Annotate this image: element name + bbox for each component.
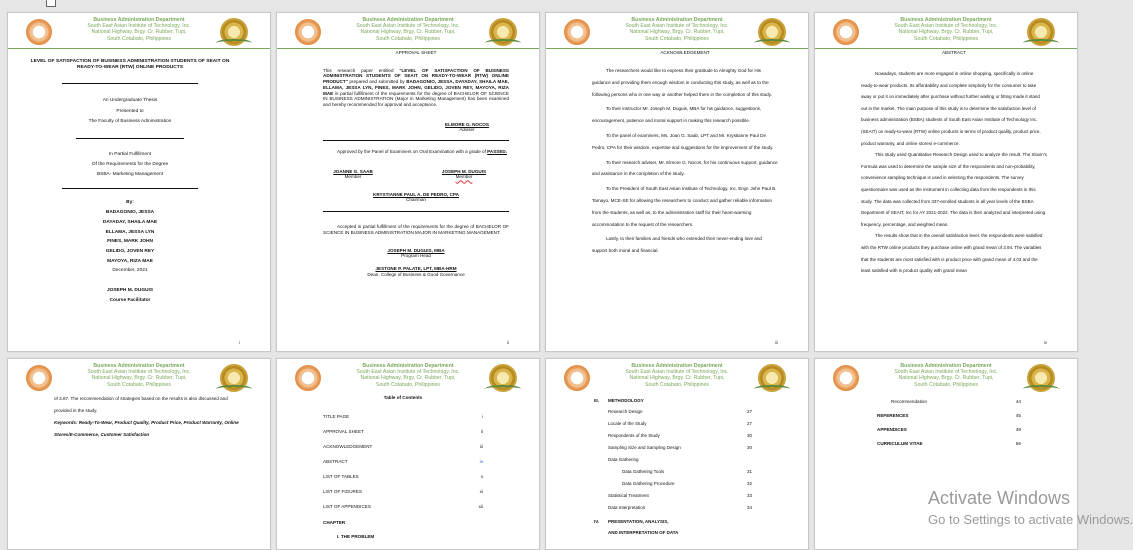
page-header [277, 17, 539, 47]
panel-grade: PASSED. [487, 149, 507, 155]
dean-signature [323, 266, 509, 277]
header-address-1: National Highway, Brgy. Cr. Rubber, Tupi, [629, 29, 725, 36]
header-department: Business Administration Department [900, 17, 992, 23]
toc-section-title: METHODOLOGY [608, 397, 644, 403]
header-rule [277, 48, 539, 49]
header-address-1: National Highway, Brgy. Cr. Rubber, Tupi, [898, 375, 994, 382]
facilitator-name: JOSEPH M. DUGUIS [106, 287, 154, 293]
toc-label: Locale of the Study [608, 421, 647, 426]
header-address-2: South Cotabato, Philippines [644, 35, 710, 42]
toc-label: ACKNOWLEDGEMENT [323, 443, 373, 449]
document-page-1[interactable] [7, 12, 271, 352]
header-rule [815, 48, 1077, 49]
toc-row[interactable] [608, 490, 752, 502]
header-address-1: National Highway, Brgy. Cr. Rubber, Tupi, [898, 29, 994, 36]
toc-page: 44 [1015, 399, 1021, 404]
toc-page: 45 [1015, 413, 1021, 418]
ack-paragraph: To their research adviser, Mr. Elmore G. Nocos, for his continuous support, guidance and assistance in the completion of the study. [592, 159, 778, 177]
toc-section-3[interactable] [594, 395, 752, 406]
header-institute: South East Asian Institute of Technology, Inc. [894, 369, 998, 376]
adviser-signature [421, 122, 513, 133]
accepted-text: Accepted in partial fulfillment of the requirements for the degree of BACHELOR OF SCIENCE IN BUSINESS ADMINISTRATION MAJOR IN MARKETING MANAGEMENT. [323, 224, 509, 235]
faculty-name: The Faculty of Business Administration [88, 119, 172, 124]
header-address-1: National Highway, Brgy. Cr. Rubber, Tupi, [629, 375, 725, 382]
header-department: Business Administration Department [631, 363, 723, 369]
top-strip [0, 0, 1087, 8]
page-header [8, 363, 270, 393]
page-number: i [239, 340, 240, 345]
divider [323, 211, 509, 212]
header-address-1: National Highway, Brgy. Cr. Rubber, Tupi, [91, 375, 187, 382]
toc-label: TITLE PAGE [323, 413, 350, 419]
header-address-2: South Cotabato, Philippines [375, 381, 441, 388]
header-address-2: South Cotabato, Philippines [913, 35, 979, 42]
program-head-role: Program Head [401, 253, 431, 259]
page-number: iii [775, 340, 778, 345]
header-institute: South East Asian Institute of Technology, Inc. [625, 23, 729, 30]
toc-page: x [480, 473, 483, 479]
toc-page: 30 [746, 445, 752, 450]
author-list [26, 208, 234, 267]
toc-label: REFERENCES [877, 413, 909, 418]
toc-page: 49 [1015, 427, 1021, 432]
toc-label: APPENDICES [877, 427, 907, 432]
approval-text: This research paper entitled [323, 67, 400, 73]
member2-name: JOSEPH M. DUGUIS [441, 168, 487, 174]
toc-row[interactable] [323, 454, 483, 469]
author-name: MAYOYA, RIZA MAE [107, 258, 153, 264]
dean-name: JESTONE P. PALATE, LPT, MBA-HRM [375, 265, 457, 271]
keywords-line [54, 417, 242, 441]
header-address-2: South Cotabato, Philippines [106, 35, 172, 42]
toc-section-title: PRESENTATION, ANALYSIS, [608, 518, 669, 524]
toc-page: i [481, 413, 483, 419]
window-control-icon[interactable] [46, 0, 56, 7]
member2-signature [429, 169, 499, 180]
department-seal-icon [758, 364, 788, 392]
header-department: Business Administration Department [362, 363, 454, 369]
approval-names: BADAGONIO, JESSA, DAYADAY, SHAILA MAE, ELLAMA, JESSA LYN, FINES, MARK JOHN, GELIDO, JOVEN REY, MAYOYA, RIZA MAE [323, 79, 510, 96]
header-address-1: National Highway, Brgy. Cr. Rubber, Tupi, [91, 29, 187, 36]
abstract-heading: ABSTRACT [941, 50, 966, 55]
department-seal-icon [758, 18, 788, 46]
ack-paragraph: To the President of South East Asian Institute of Technology, Inc. Engr. John Paul B. Tamayo, MCE-SE for allowing the researchers to conduct and gather reliable information from the students, as well as, to the administration staff for their heart-warming accommodation to the request of the researchers. [592, 186, 777, 227]
toc-row[interactable] [608, 406, 752, 418]
toc-label: Respondents of the Study [608, 433, 660, 438]
toc-row[interactable] [323, 424, 483, 439]
abstract-continued: of 3.87. The recommendation of strategies based on the results is also discussed and provided in the study. [54, 396, 228, 413]
page-number: iv [1043, 340, 1047, 345]
panel-statement: Approved by the Panel of Examiners on Oral Examination with a grade of [337, 149, 486, 155]
page-header [815, 17, 1077, 47]
adviser-name: ELMORE G. NOCOS [445, 121, 489, 127]
ack-paragraph: To their instructor Mr. Joseph M. Duguis, MBA for his guidance, suggestions, encouragement, patience and moral support in making this research possible. [592, 106, 762, 124]
header-address-2: South Cotabato, Philippines [375, 35, 441, 42]
toc-page: xii [478, 503, 483, 509]
chair-signature [323, 192, 509, 203]
toc-row[interactable] [323, 409, 483, 424]
toc-page: 27 [746, 409, 752, 414]
header-institute: South East Asian Institute of Technology, Inc. [87, 369, 191, 376]
header-department: Business Administration Department [93, 363, 185, 369]
ack-paragraph: Lastly, to their families and friends who extended their never-ending love and support both moral and financial. [592, 236, 762, 254]
approval-text: prepared and submitted by [347, 79, 407, 85]
toc-page: xi [479, 488, 483, 494]
toc-chapter-1: I. THE PROBLEM [337, 534, 375, 539]
header-address-1: National Highway, Brgy. Cr. Rubber, Tupi, [360, 29, 456, 36]
panel-text [323, 149, 509, 155]
by-label: By: [126, 200, 134, 205]
toc-row[interactable] [323, 469, 483, 484]
page-header [8, 17, 270, 47]
page-header [546, 363, 808, 393]
watermark-subtitle: Go to Settings to activate Windows. [928, 512, 1133, 527]
header-department: Business Administration Department [93, 17, 185, 23]
toc-label: Data Interpretation [608, 505, 646, 510]
toc-label: CURRICULUM VITAE [877, 441, 923, 446]
adviser-role: Adviser [459, 127, 475, 133]
toc-row[interactable] [323, 499, 483, 514]
ack-paragraph: The researchers would like to express their gratitude to Almighty God for His guidance and providing them enough wisdom in conducting this study, as well as to the following persons who in one way or another helped them in the completion of this study. [592, 68, 772, 97]
facilitator-role: Course Facilitator [109, 297, 151, 303]
divider [62, 83, 198, 84]
header-department: Business Administration Department [631, 17, 723, 23]
member-signature [323, 169, 383, 180]
toc-label: LIST OF APPENDICES [323, 503, 371, 509]
header-institute: South East Asian Institute of Technology, Inc. [356, 23, 460, 30]
toc-label: Recommendation [891, 399, 928, 404]
toc-label: Statistical Treatment [608, 493, 649, 498]
toc-chapter-label: CHAPTER [323, 520, 346, 525]
header-rule [8, 48, 270, 49]
divider [323, 140, 509, 141]
page-number: ii [507, 340, 509, 345]
document-page-2[interactable] [276, 12, 540, 352]
toc-page: iv [479, 458, 483, 464]
document-page-5[interactable] [7, 358, 271, 550]
divider [76, 138, 184, 139]
toc-page: 34 [746, 505, 752, 510]
toc-section-title-cont: AND INTERPRETATION OF DATA [608, 530, 679, 535]
toc-label: Research Design [608, 409, 643, 414]
toc-row[interactable] [608, 418, 752, 430]
department-seal-icon [489, 364, 519, 392]
page-header [277, 363, 539, 393]
toc-label: Data Gathering Tools [622, 469, 665, 474]
thesis-title: LEVEL OF SATISFACTION OF BUSINESS ADMINISTRATION STUDENTS OF SEAIT ON READY-TO-WEAR (RTW) ONLINE PRODUCTS [30, 59, 230, 70]
header-address-2: South Cotabato, Philippines [644, 381, 710, 388]
document-page-7[interactable] [545, 358, 809, 550]
toc-section-4[interactable] [594, 516, 752, 527]
partial-fulfillment: In Partial Fulfillment [108, 152, 152, 157]
degree: BSBA- Marketing Management [96, 172, 164, 177]
page-header [546, 17, 808, 47]
member2-role: Member [455, 174, 473, 180]
keywords-text: Ready-To-Wear, Product Quality, Product Price, Product Warranty, Online Stores/E-Commerce, Customer Satisfaction [54, 420, 239, 437]
header-institute: South East Asian Institute of Technology, Inc. [356, 369, 460, 376]
toc-label: APPROVAL SHEET [323, 428, 364, 434]
approval-text: in partial fulfillment of the requirements for the degree of BACHELOR OF SCIENCE IN BUSINESS ADMINISTRATION (Major in Marketing Management) has been examined and hereby recommended for approval and acceptance. [323, 90, 509, 107]
toc-label: LIST OF TABLES [323, 473, 359, 479]
header-address-1: National Highway, Brgy. Cr. Rubber, Tupi, [360, 375, 456, 382]
header-department: Business Administration Department [362, 17, 454, 23]
toc-row[interactable] [877, 423, 1021, 437]
department-seal-icon [220, 364, 250, 392]
approval-paragraph [323, 68, 509, 108]
toc-label: Sampling Size and Sampling Design [608, 445, 681, 450]
program-head-name: JOSEPH M. DUGUIS, MBA [387, 247, 445, 253]
requirements: Of the Requirements for the Degree [91, 162, 169, 167]
dean-role: Dean, College of Business & Good Governance [367, 271, 465, 277]
member-role: Member [344, 174, 362, 180]
author-name: DAYADAY, SHAILA MAE [102, 219, 158, 225]
toc-section-number: III. [594, 397, 600, 403]
toc-page: 27 [746, 421, 752, 426]
program-head-signature [323, 248, 509, 259]
author-name: FINES, MARK JOHN [107, 239, 153, 245]
toc-row[interactable] [323, 484, 483, 499]
toc-row[interactable] [877, 395, 1021, 409]
toc-page: iii [479, 443, 483, 449]
author-name: BADAGONIO, JESSA [105, 210, 155, 215]
document-page-3[interactable] [545, 12, 809, 352]
header-institute: South East Asian Institute of Technology, Inc. [894, 23, 998, 30]
page-header [815, 363, 1077, 393]
toc-row[interactable] [608, 454, 752, 466]
toc-page: 56 [1015, 441, 1021, 446]
document-page-4[interactable] [814, 12, 1078, 352]
toc-page: 33 [746, 493, 752, 498]
activation-watermark [928, 487, 1133, 540]
toc-row[interactable] [608, 466, 752, 478]
toc-row[interactable] [608, 502, 752, 514]
author-name: GELIDO, JOVEN REY [105, 249, 155, 255]
toc-section-number: IV. [594, 518, 600, 524]
toc-row[interactable] [608, 478, 752, 490]
keywords-label: Keywords: [54, 420, 78, 425]
thesis-type: An Undergraduate Thesis [102, 98, 158, 103]
toc-row[interactable] [608, 430, 752, 442]
header-address-2: South Cotabato, Philippines [106, 381, 172, 388]
toc-page: ii [480, 428, 483, 434]
toc-row[interactable] [608, 442, 752, 454]
document-page-6[interactable] [276, 358, 540, 550]
toc-page: 32 [746, 481, 752, 486]
header-department: Business Administration Department [900, 363, 992, 369]
toc-label: Data Gathering [608, 457, 639, 462]
toc-label: ABSTRACT [323, 458, 348, 464]
author-name: ELLAMA, JESSA LYN [105, 229, 155, 235]
department-seal-icon [1027, 364, 1057, 392]
abstract-paragraph: The results show that in the overall satisfaction level, the respondents were satisfied with the RTW online products they purchase online with grand mean of 3.94. The variables that the students are most satisfied with is product price with grand mean of 4.03 and the least satisfied with is product quality with grand mean [861, 233, 1043, 274]
abstract-paragraph: This study used Quantitative Research Design used to analyze the result. The Slovin's Formula was used to determine the sample size of the respondents and non-probability, convenience sampling technique is used in selecting the respondents. The survey questionnaire was used as the instrument in collecting data from the respondents in this study. The data was collected from 337-enrolled students in all year levels of the BSBA Department of SEAIT, Inc for AY 2021-2022. The data is then analyzed and interpreted using frequency, percentage, and weighted mean. [861, 152, 1047, 227]
toc-heading: Table of Contents [383, 395, 423, 400]
department-seal-icon [1027, 18, 1057, 46]
header-institute: South East Asian Institute of Technology, Inc. [87, 23, 191, 30]
abstract-paragraph: Nowadays, students are more engaged in online shopping, specifically in online ready-to-wear products. Its affordability and complete simplicity for the consumer to take away or put it on immediately after purchase without further waiting or fitting made it stand out in the market. The main purpose of this study is to determine the satisfaction level of business administration (BSBA) students of South East Asian Institute of Technology Inc. (SEAIT) on ready-to-wear (RTW) online products in terms of product quality, product price, product warranty, and online stores/ e-commerce. [861, 71, 1041, 146]
chair-role: Chairman [406, 197, 426, 203]
approval-title: "LEVEL OF SATISFACTION OF BUSINESS ADMINISTRATION STUDENTS OF SEAIT ON READY-TO-WEAR (RTW) ONLINE PRODUCT" [323, 67, 509, 85]
presented-to: Presented to [116, 109, 144, 114]
toc-row[interactable] [877, 409, 1021, 423]
department-seal-icon [220, 18, 250, 46]
header-rule [546, 48, 808, 49]
toc-page: 31 [746, 469, 752, 474]
ack-paragraph: To the panel of examiners, Ms. Joan G. Saab, LPT and Mr. Krystianne Paul De Pedro, CPA for their wisdom, expertise and suggestions for the improvement of the study. [592, 132, 774, 150]
divider [62, 188, 198, 189]
acknowledgement-heading: ACKNOWLEDGEMENT [660, 50, 710, 55]
approval-heading: APPROVAL SHEET [395, 50, 437, 55]
toc-label: LIST OF FIGURES [323, 488, 362, 494]
toc-page: 30 [746, 433, 752, 438]
toc-row[interactable] [323, 439, 483, 454]
toc-row[interactable] [877, 437, 1021, 451]
chair-name: KRYSTIANNE PAUL A. DE PEDRO, CPA [373, 191, 459, 197]
thesis-date: December, 2021 [112, 267, 148, 273]
header-institute: South East Asian Institute of Technology, Inc. [625, 369, 729, 376]
header-address-2: South Cotabato, Philippines [913, 381, 979, 388]
watermark-title: Activate Windows [928, 488, 1071, 508]
department-seal-icon [489, 18, 519, 46]
toc-label: Data Gathering Procedure [622, 481, 675, 486]
member-name: JOANNE G. SAAB [333, 168, 373, 174]
